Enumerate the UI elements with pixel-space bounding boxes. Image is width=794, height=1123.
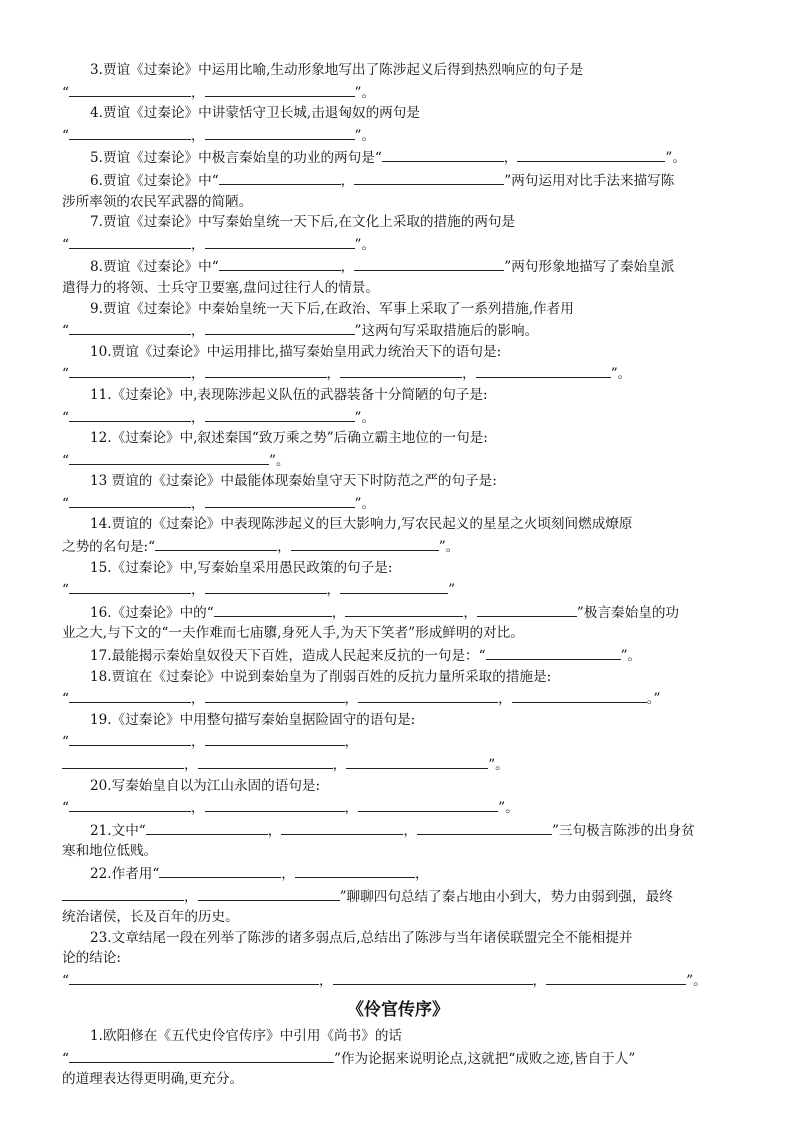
q12-answer-line [62,449,734,472]
q10-line [62,342,734,363]
answer-blank[interactable] [205,233,355,249]
q19-answer-line-2 [62,753,734,776]
answer-blank[interactable] [69,449,269,465]
answer-blank[interactable] [69,492,191,508]
q23-answer-line [62,969,734,992]
answer-blank[interactable] [295,862,415,878]
quote-close: ”。 [610,366,632,383]
question-text: 8.贾谊《过秦论》中“ [90,259,219,276]
quote-close: ”。 [620,648,642,665]
quote-mark: “ [62,366,69,383]
comma: ， [190,236,205,253]
answer-blank[interactable] [417,819,552,835]
q10-answer-line [62,362,734,385]
comma: ， [190,734,205,751]
q22-line [62,862,734,885]
answer-blank[interactable] [69,124,191,140]
q14-line [62,514,734,535]
comma: ， [326,582,341,599]
quote-close: ”。 [665,150,686,167]
answer-blank[interactable] [69,796,191,812]
answer-blank[interactable] [382,146,504,162]
question-text: 统治诸侯，长及百年的历史。 [62,909,239,926]
q20-line [62,776,734,797]
answer-blank[interactable] [159,862,281,878]
answer-blank[interactable] [69,730,191,746]
comma: ， [340,259,355,276]
q22-answer-line [62,885,734,908]
question-text: ”聊聊四句总结了秦占地由小到大，势力由弱到强，最终 [339,888,673,905]
quote-close: ”。 [354,495,376,512]
q3-answer-line [62,81,734,104]
question-text: 3.贾谊《过秦论》中运用比喻,生动形象地写出了陈涉起义后得到热烈响应的句子是 [90,62,584,78]
answer-blank[interactable] [69,406,191,422]
question-text: ”极言秦始皇的功 [576,604,680,621]
comma: ， [344,800,359,817]
comma: ， [344,691,359,708]
q9-line [62,299,734,320]
question-text: 19.《过秦论》中用整句描写秦始皇据险固守的语句是: [90,711,416,728]
question-text: 业之大,与下文的“一夫作难而七庙隳,身死人手,为天下笑者”形成鲜明的对比。 [62,625,524,642]
comma: ， [190,495,205,512]
answer-blank[interactable] [219,169,341,185]
q6-line-2 [62,192,734,213]
comma: ， [403,822,417,839]
answer-blank[interactable] [69,233,191,249]
answer-blank[interactable] [340,362,462,378]
answer-blank[interactable] [198,753,333,769]
comma: ， [267,822,282,839]
quote-mark: “ [62,582,69,599]
q19-answer-line [62,730,734,753]
question-text: 7.贾谊《过秦论》中写秦始皇统一天下后,在文化上采取的措施的两句是 [90,214,516,231]
q14-answer-line [62,535,734,558]
quote-mark: “ [62,691,69,708]
question-text: 22.作者用“ [90,865,160,882]
answer-blank[interactable] [198,885,340,901]
comma: ， [190,127,205,144]
q15-line [62,558,734,579]
question-text: 14.贾谊的《过秦论》中表现陈涉起义的巨大影响力,写农民起义的星星之火顷刻间燃成燎原 [90,516,633,533]
comma: ， [344,734,359,751]
question-text: 的道理表达得更明确,更充分。 [62,1071,244,1088]
question-text: ”两句运用对比手法来描写陈 [504,172,675,189]
q16-line-2 [62,623,734,644]
comma: ， [414,865,429,882]
comma: ， [332,757,347,773]
q6-line [62,169,734,192]
answer-blank[interactable] [281,819,403,835]
quote-mark: “ [62,495,69,512]
answer-blank[interactable] [69,319,191,335]
quote-mark: “ [62,800,69,817]
answer-blank[interactable] [69,1047,334,1063]
answer-blank[interactable] [345,601,463,617]
quote-close: ”。 [488,757,509,773]
quote-mark: “ [62,734,69,751]
quote-mark: “ [62,84,69,101]
q3-line [62,60,734,81]
answer-blank[interactable] [205,362,327,378]
question-text: 18.贾谊在《过秦论》中说到秦始皇为了削弱百姓的反抗力量所采取的措施是: [90,668,552,685]
comma: ， [184,888,198,905]
q7-line [62,212,734,233]
quote-close: 。” [646,691,661,708]
q23-line-2 [62,948,734,969]
q8-line-2 [62,278,734,299]
answer-blank[interactable] [62,885,184,901]
q8-line [62,255,734,278]
q4-line [62,103,734,124]
comma: ， [277,539,291,556]
answer-blank[interactable] [476,362,611,378]
question-text: 6.贾谊《过秦论》中“ [90,172,219,189]
comma: ， [190,409,205,426]
comma: ， [190,323,205,340]
comma: ， [184,757,198,773]
answer-blank[interactable] [205,730,345,746]
q23-line [62,928,734,949]
quote-close: ”。 [268,452,290,469]
quote-close: ” [448,582,456,599]
answer-blank[interactable] [354,169,504,185]
question-text: 16.《过秦论》中的“ [90,604,214,621]
answer-blank[interactable] [69,687,191,703]
comma: ， [498,691,512,708]
question-text: ”三句极言陈涉的出身贫 [551,822,695,839]
question-text: 21.文中“ [90,822,146,839]
q11-answer-line [62,406,734,429]
quote-mark: “ [62,409,69,426]
comma: ， [326,366,341,383]
quote-close: ”。 [354,236,376,253]
answer-blank[interactable] [517,146,665,162]
q21-line-2 [62,841,734,862]
answer-blank[interactable] [358,687,498,703]
answer-blank[interactable] [291,535,439,551]
q15-answer-line [62,578,734,601]
answer-blank[interactable] [346,753,488,769]
answer-blank[interactable] [205,578,327,594]
answer-blank[interactable] [205,124,355,140]
answer-blank[interactable] [69,362,191,378]
quote-close: ”。 [686,972,707,989]
answer-blank[interactable] [205,319,355,335]
q19-line [62,710,734,731]
quote-mark: “ [62,323,69,340]
question-text: 12.《过秦论》中,叙述秦国“致万乘之势”后确立霸主地位的一句是: [90,430,488,447]
comma: ， [281,865,295,882]
comma: ， [331,604,346,621]
question-text: ”作为论据来说明论点,这就把“成败之迹,皆自于人” [333,1050,636,1067]
question-text: 5.贾谊《过秦论》中极言秦始皇的功业的两句是“ [90,150,382,167]
question-text: 20.写秦始皇自以为江山永固的语句是: [90,777,321,794]
s1-line [62,1026,734,1047]
answer-blank[interactable] [358,796,498,812]
answer-blank[interactable] [205,687,345,703]
q17-line [62,644,734,667]
q18-line [62,667,734,688]
quote-mark: “ [62,452,69,469]
question-text: 遣得力的将领、士兵守卫要塞,盘问过往行人的情景。 [62,279,379,296]
quote-close: ”。 [438,539,460,556]
question-text: 10.贾谊《过秦论》中运用排比,描写秦始皇用武力统治天下的语句是: [90,343,502,360]
question-text: 1.欧阳修在《五代史伶官传序》中引用《尚书》的话 [90,1028,403,1045]
question-text: ”两句形象地描写了秦始皇派 [504,259,675,276]
question-text: 9.贾谊《过秦论》中秦始皇统一天下后,在政治、军事上采取了一系列措施,作者用 [90,300,574,317]
comma: ， [190,800,205,817]
q20-answer-line [62,796,734,819]
question-text: 11.《过秦论》中,表现陈涉起义队伍的武器装备十分简陋的句子是: [90,386,488,403]
comma: ， [318,972,333,989]
comma: ， [462,366,476,383]
quote-close: ”。 [498,800,519,817]
comma: ， [503,150,518,167]
quote-mark: “ [62,972,69,989]
answer-blank[interactable] [205,796,345,812]
answer-blank[interactable] [205,81,355,97]
q12-line [62,428,734,449]
q5-line [62,146,734,169]
answer-blank[interactable] [155,535,277,551]
q16-line [62,601,734,624]
q7-answer-line [62,233,734,256]
quote-close: ”。 [354,127,376,144]
section-title: 《伶官传序》 [347,999,449,1020]
question-text: 涉所率领的农民军武器的简陋。 [62,193,253,210]
comma: ， [340,172,355,189]
q18-answer-line [62,687,734,710]
question-text: 之势的名句是:“ [62,539,156,556]
answer-blank[interactable] [219,255,341,271]
answer-blank[interactable] [69,969,319,985]
question-text: 寒和地位低贱。 [62,843,158,860]
answer-blank[interactable] [69,578,191,594]
comma: ， [190,366,205,383]
question-text: 13 贾谊的《过秦论》中最能体现秦始皇守天下时防范之严的句子是: [90,473,497,490]
s1-line-3 [62,1069,734,1090]
question-text: 23.文章结尾一段在列举了陈涉的诸多弱点后,总结出了陈涉与当年诸侯联盟完全不能相提并 [90,929,633,946]
answer-blank[interactable] [512,687,647,703]
question-text: 4.贾谊《过秦论》中讲蒙恬守卫长城,击退匈奴的两句是 [90,105,420,122]
quote-close: ”。 [354,84,376,101]
comma: ， [190,582,205,599]
q11-line [62,385,734,406]
q4-answer-line [62,124,734,147]
q13-line [62,471,734,492]
quote-mark: “ [62,236,69,253]
answer-blank[interactable] [62,753,184,769]
quote-mark: “ [62,1050,69,1067]
s1-answer-line [62,1047,734,1070]
q9-answer-line [62,319,734,342]
worksheet [62,60,734,1090]
answer-blank[interactable] [486,644,621,660]
answer-blank[interactable] [354,255,504,271]
answer-blank[interactable] [205,492,355,508]
comma: ， [190,84,205,101]
answer-blank[interactable] [477,601,577,617]
quote-mark: “ [62,127,69,144]
answer-blank[interactable] [205,406,355,422]
comma: ， [463,604,477,621]
q13-answer-line [62,492,734,515]
question-text: 15.《过秦论》中,写秦始皇采用愚民政策的句子是: [90,559,393,576]
answer-blank[interactable] [333,969,533,985]
comma: ， [532,972,547,989]
q21-line [62,819,734,842]
q22-line-3 [62,907,734,928]
question-text: 论的结论: [62,950,121,967]
answer-blank[interactable] [546,969,686,985]
answer-blank[interactable] [340,578,448,594]
answer-blank[interactable] [69,81,191,97]
answer-blank[interactable] [146,819,268,835]
comma: ， [190,691,205,708]
quote-close: ”。 [354,409,376,426]
question-text: ”这两句写采取措施后的影响。 [354,323,539,340]
answer-blank[interactable] [214,601,332,617]
question-text: 17.最能揭示秦始皇奴役天下百姓，造成人民起来反抗的一句是：“ [90,648,486,665]
